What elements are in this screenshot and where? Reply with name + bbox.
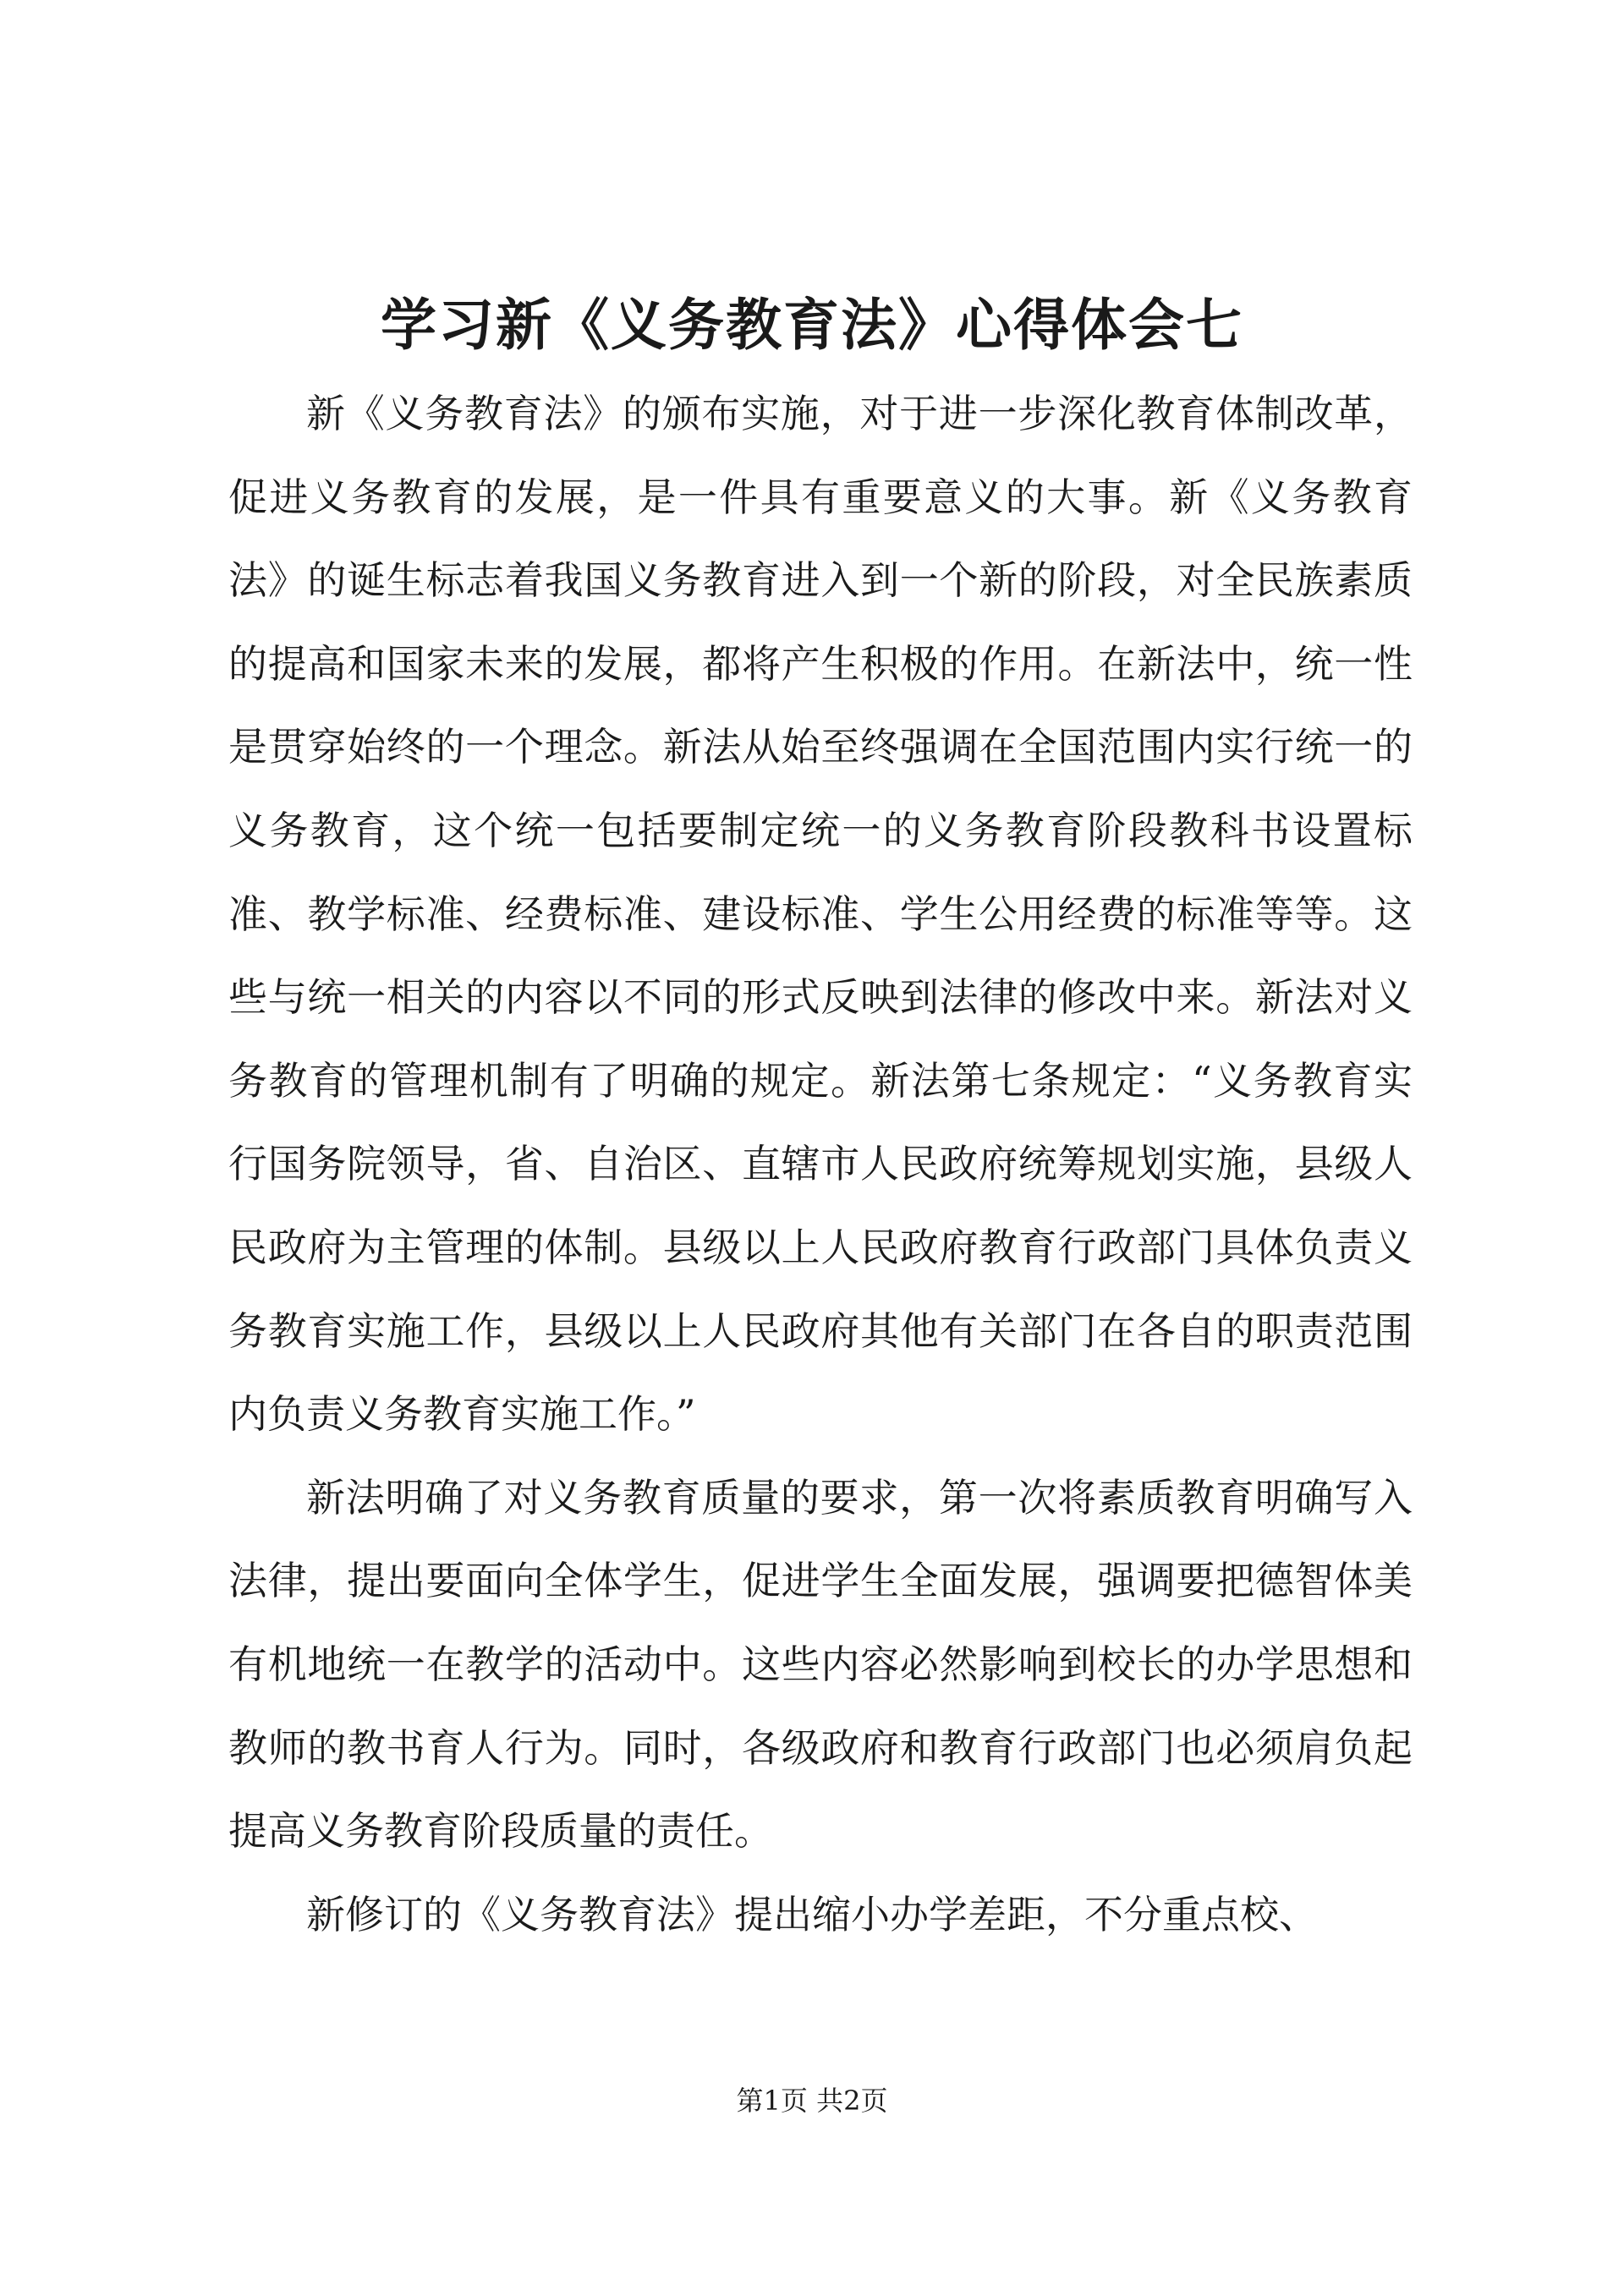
document-title: 学习新《义务教育法》心得体会七 xyxy=(381,292,1243,358)
paragraph: 新修订的《义务教育法》提出缩小办学差距，不分重点校、 xyxy=(306,1891,1318,1937)
paragraph: 新法明确了对义务教育质量的要求，第一次将素质教育明确写入法律，提出要面向全体学生，促进学生全面发展，强调要把德智体美有机地统一在教学的活动中。这些内容必然影响到校长的办学思想和教师的教书育人行为。同时，各级政府和教育行政部门也必须肩负起提高义务教育阶段质量的责任。 xyxy=(228,1474,1413,1855)
page-number-footer: 第1页 共2页 xyxy=(736,2085,888,2117)
paragraph: 新《义务教育法》的颁布实施，对于进一步深化教育体制改革，促进义务教育的发展，是一件具有重要意义的大事。新《义务教育法》的诞生标志着我国义务教育进入到一个新的阶段，对全民族素质的提高和国家未来的发展，都将产生积极的作用。在新法中，统一性是贯穿始终的一个理念。新法从始至终强调在全国范围内实行统一的义务教育，这个统一包括要制定统一的义务教育阶段教科书设置标准、教学标准、经费标准、建设标准、学生公用经费的标准等等。这些与统一相关的内容以不同的形式反映到法律的修改中来。新法对义务教育的管理机制有了明确的规定。新法第七条规定：“义务教育实行国务院领导，省、自治区、直辖市人民政府统筹规划实施，县级人民政府为主管理的体制。县级以上人民政府教育行政部门具体负责义务教育实施工作，县级以上人民政府其他有关部门在各自的职责范围内负责义务教育实施工作。” xyxy=(228,391,1413,1438)
document-body xyxy=(228,372,1413,1956)
